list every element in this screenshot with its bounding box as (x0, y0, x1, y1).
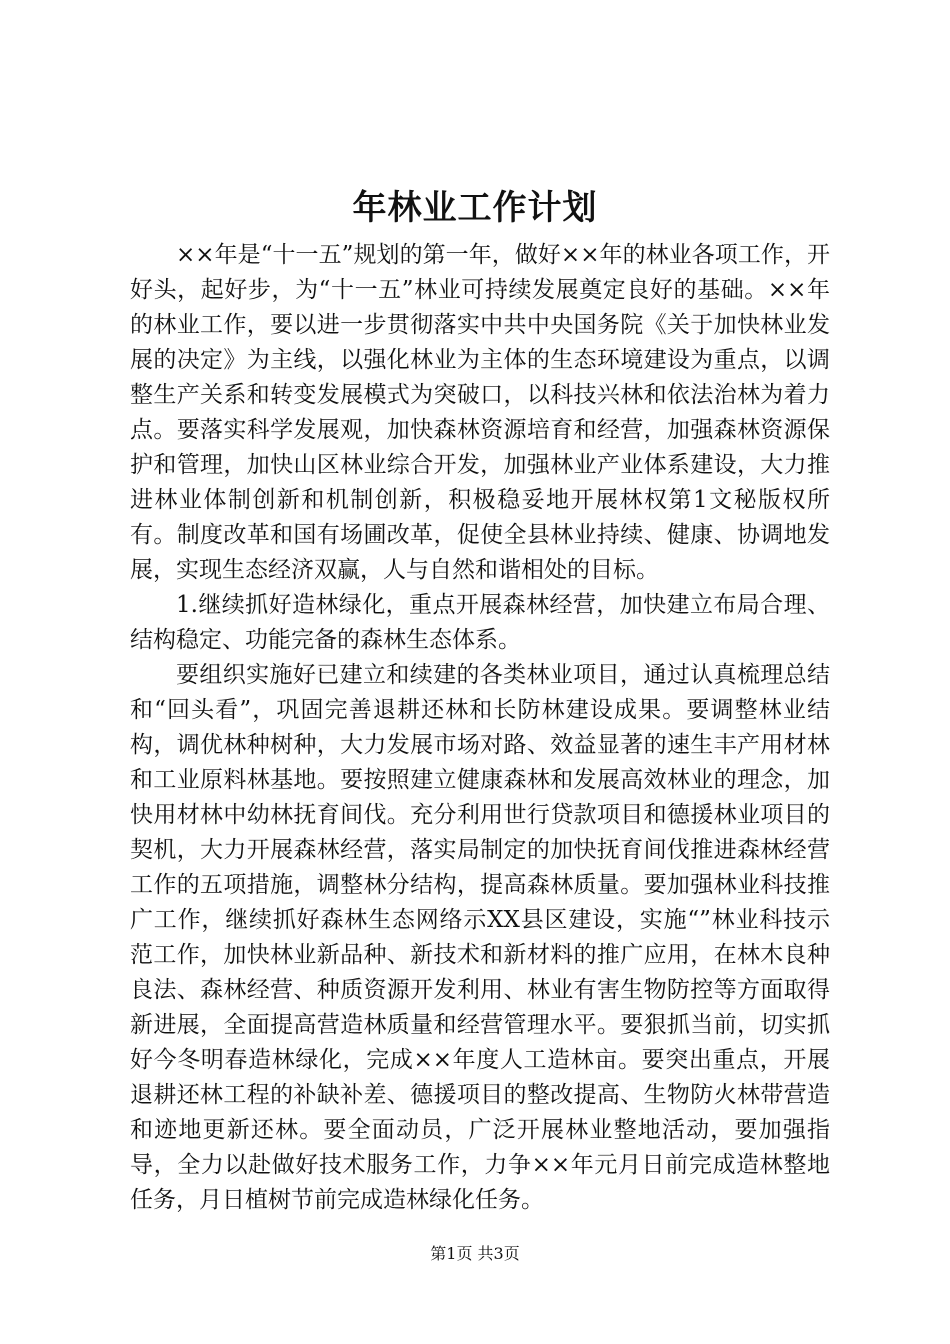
document-title: 年林业工作计划 (352, 188, 598, 228)
document-body (130, 238, 830, 1218)
paragraph-item-1: 1.继续抓好造林绿化，重点开展森林经营，加快建立布局合理、结构稳定、功能完备的森林生态体系。 (130, 592, 830, 653)
paragraph-details: 要组织实施好已建立和续建的各类林业项目，通过认真梳理总结和“回头看”，巩固完善退耕还林和长防林建设成果。要调整林业结构，调优林种树种，大力发展市场对路、效益显著的速生丰产用材林和工业原料林基地。要按照建立健康森林和发展高效林业的理念，加快用材林中幼林抚育间伐。充分利用世行贷款项目和德援林业项目的契机，大力开展森林经营，落实局制定的加快抚育间伐推进森林经营工作的五项措施，调整林分结构，提高森林质量。要加强林业科技推广工作，继续抓好森林生态网络示XX县区建设，实施“”林业科技示范工作，加快林业新品种、新技术和新材料的推广应用，在林木良种良法、森林经营、种质资源开发利用、林业有害生物防控等方面取得新进展，全面提高营造林质量和经营管理水平。要狠抓当前，切实抓好今冬明春造林绿化，完成××年度人工造林亩。要突出重点，开展退耕还林工程的补缺补差、德援项目的整改提高、生物防火林带营造和迹地更新还林。要全面动员，广泛开展林业整地活动，要加强指导，全力以赴做好技术服务工作，力争××年元月日前完成造林整地任务，月日植树节前完成造林绿化任务。 (130, 662, 830, 1213)
paragraph-intro: ××年是“十一五”规划的第一年，做好××年的林业各项工作，开好头，起好步，为“十一五”林业可持续发展奠定良好的基础。××年的林业工作，要以进一步贯彻落实中共中央国务院《关于加快林业发展的决定》为主线，以强化林业为主体的生态环境建设为重点，以调整生产关系和转变发展模式为突破口，以科技兴林和依法治林为着力点。要落实科学发展观，加快森林资源培育和经营，加强森林资源保护和管理，加快山区林业综合开发，加强林业产业体系建设，大力推进林业体制创新和机制创新，积极稳妥地开展林权第1文秘版权所有。制度改革和国有场圃改革，促使全县林业持续、健康、协调地发展，实现生态经济双赢，人与自然和谐相处的目标。 (130, 242, 830, 583)
page-footer: 第1页 共3页 (430, 1244, 520, 1263)
